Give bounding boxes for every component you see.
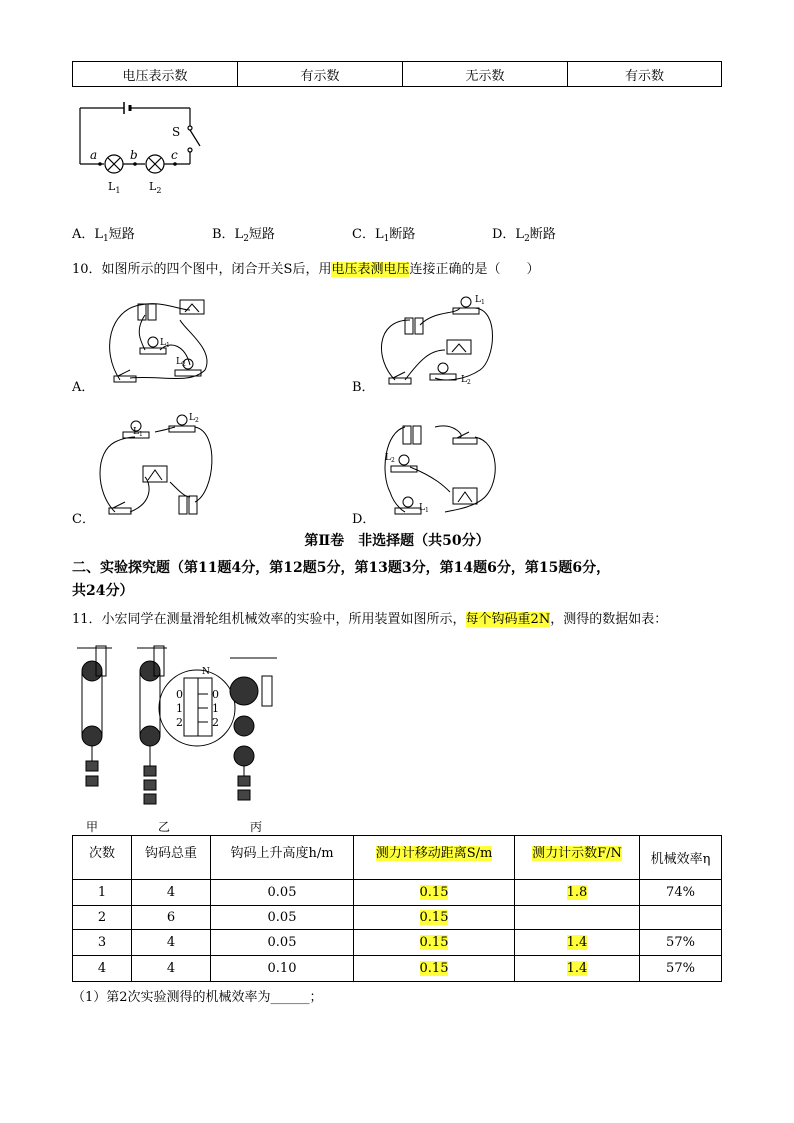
circuit-figure-a: [100, 290, 220, 390]
bulb-subscript: 2: [156, 186, 162, 195]
node-label-a: a: [90, 148, 98, 162]
highlight: 电压表测电压: [331, 262, 410, 277]
section-2-title: 第Ⅱ卷 非选择题（共50分）: [304, 533, 490, 549]
svg-text:L2: $L_2$: [176, 357, 186, 368]
experiment-data-table: [72, 835, 722, 982]
figure-label-yi: 乙: [158, 820, 171, 834]
option-b[interactable]: B．$L_2$短路: [212, 227, 275, 244]
node-label-b: b: [130, 148, 138, 162]
scale-tick: 1: [176, 702, 183, 715]
svg-text:L1: $L_1$: [160, 338, 170, 349]
voltmeter-table: [72, 61, 722, 87]
header-cell: 钩码总重: [132, 836, 211, 880]
option-a[interactable]: A．$L_1$短路: [72, 227, 135, 244]
q10-option-c-label[interactable]: C．: [72, 512, 95, 527]
question-10: 10．如图所示的四个图中，闭合开关S后，用电压表测电压连接正确的是（ ）: [72, 262, 540, 277]
header-cell: 测力计移动距离S/m: [354, 836, 515, 880]
figure-label-jia: 甲: [86, 820, 99, 834]
table-row: 4 4 0.10 0.15 1.4 57%: [73, 956, 722, 982]
table-row: 2 6 0.05 0.15: [73, 906, 722, 930]
table-row: 1 4 0.05 0.15 1.8 74%: [73, 880, 722, 906]
q10-option-d-label[interactable]: D．: [352, 512, 376, 527]
table-cell: 有示数: [568, 62, 722, 87]
header-cell: 测力计示数F/N: [515, 836, 640, 880]
option-c[interactable]: C．$L_1$断路: [352, 227, 416, 244]
option-d[interactable]: D．$L_2$断路: [492, 227, 556, 244]
scale-tick: 0: [212, 688, 219, 701]
highlight: 每个钩码重2N: [465, 612, 551, 627]
bulb-label: L: [108, 180, 116, 193]
figure-label-bing: 丙: [250, 820, 263, 834]
scale-tick: 2: [212, 716, 219, 729]
svg-text:L1: $L_1$: [419, 503, 429, 514]
table-cell: 电压表示数: [73, 62, 238, 87]
svg-text:L2: $L_2$: [461, 375, 471, 386]
bulb-subscript: 1: [115, 186, 121, 195]
series-circuit-diagram: [72, 98, 212, 198]
table-cell: 无示数: [403, 62, 568, 87]
experiment-section-header: 二、实验探究题（第11题4分，第12题5分，第13题3分，第14题6分，第15题6分， 共24分）: [72, 560, 611, 599]
scale-tick: 0: [176, 688, 183, 701]
question-11: 11．小宏同学在测量滑轮组机械效率的实验中，所用装置如图所示，每个钩码重2N，测得的数据如表：: [72, 612, 668, 627]
node-label-c: c: [171, 148, 178, 162]
svg-text:L1: $L_1$: [133, 427, 143, 438]
question-11-sub-1: （1）第2次实验测得的机械效率为______；: [72, 990, 323, 1005]
table-cell: 有示数: [238, 62, 403, 87]
svg-text:L2: $L_2$: [385, 453, 395, 464]
scale-tick: 2: [176, 716, 183, 729]
svg-text:L1: [108, 180, 120, 195]
switch-label: S: [172, 125, 181, 139]
svg-text:L2: [149, 180, 161, 195]
header-cell: 次数: [73, 836, 132, 880]
circuit-figure-c: [95, 412, 225, 524]
svg-text:L2: $L_2$: [189, 413, 199, 424]
circuit-figure-d: [375, 412, 505, 524]
circuit-figure-b: [375, 290, 505, 390]
svg-text:L1: $L_1$: [475, 295, 485, 306]
q10-option-b-label[interactable]: B．: [352, 380, 375, 395]
table-row: 3 4 0.05 0.15 1.4 57%: [73, 930, 722, 956]
scale-unit: N: [202, 667, 210, 677]
bulb-label: L: [149, 180, 157, 193]
q10-option-a-label[interactable]: A．: [72, 380, 95, 395]
header-cell: 钩码上升高度h/m: [211, 836, 354, 880]
scale-tick: 1: [212, 702, 219, 715]
pulley-apparatus-figure: [72, 636, 292, 836]
header-cell: 机械效率η: [640, 836, 722, 880]
